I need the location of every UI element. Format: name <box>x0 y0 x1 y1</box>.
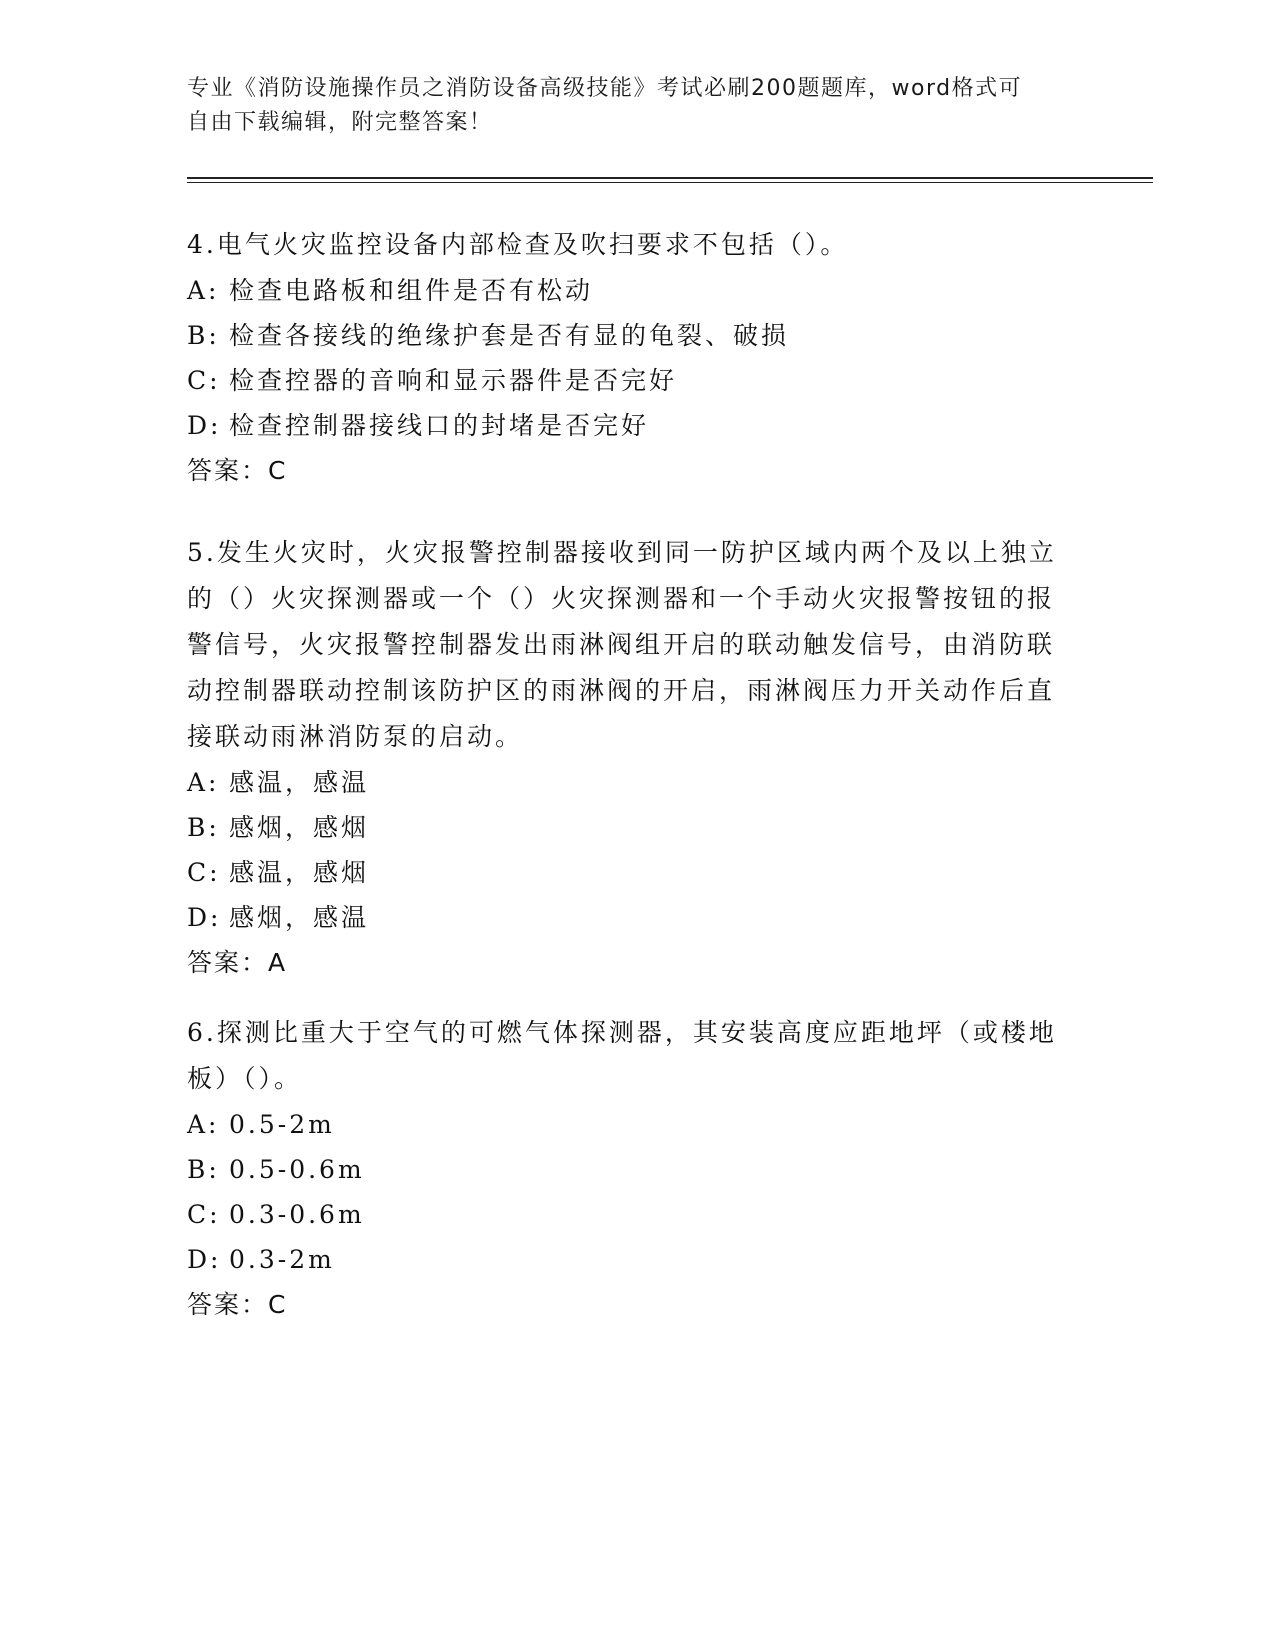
option-letter: B: <box>187 813 220 842</box>
question-5 <box>187 530 1057 986</box>
option-text: 检查电路板和组件是否有松动 <box>229 276 594 305</box>
option-text: 感温，感烟 <box>229 858 370 887</box>
question-stem: 4.电气火灾监控设备内部检查及吹扫要求不包括（）。 <box>187 230 849 259</box>
question-6 <box>187 1010 1057 1328</box>
option-letter: D: <box>187 903 222 932</box>
option-letter: D: <box>187 1245 222 1274</box>
option-text: 0.5-0.6m <box>229 1155 365 1184</box>
option-letter: A: <box>187 768 220 797</box>
document-header <box>187 72 1067 140</box>
option-a <box>187 1102 1057 1147</box>
option-text: 感温，感温 <box>229 768 370 797</box>
option-text: 感烟，感烟 <box>229 813 370 842</box>
question-stem: 5.发生火灾时，火灾报警控制器接收到同一防护区域内两个及以上独立的（）火灾探测器或一个（）火灾探测器和一个手动火灾报警按钮的报警信号，火灾报警控制器发出雨淋阀组开启的联动触发信号，由消防联动控制器联动控制该防护区的雨淋阀的开启，雨淋阀压力开关动作后直接联动雨淋消防泵的启动。 <box>187 538 1057 751</box>
answer-label: 答案：A <box>187 948 288 977</box>
option-letter: B: <box>187 1155 220 1184</box>
header-divider-thin <box>187 182 1153 183</box>
answer-label: 答案：C <box>187 1290 288 1319</box>
option-text: 检查各接线的绝缘护套是否有显的龟裂、破损 <box>229 321 790 350</box>
option-b <box>187 1147 1057 1192</box>
option-b <box>187 805 1057 850</box>
header-line-2: 自由下载编辑，附完整答案！ <box>187 110 493 135</box>
option-d <box>187 1237 1057 1282</box>
option-letter: C: <box>187 858 221 887</box>
option-c <box>187 358 1057 403</box>
option-d <box>187 403 1057 448</box>
option-text: 检查控器的音响和显示器件是否完好 <box>229 366 678 395</box>
option-letter: C: <box>187 1200 221 1229</box>
option-text: 检查控制器接线口的封堵是否完好 <box>229 411 650 440</box>
option-text: 0.3-0.6m <box>229 1200 365 1229</box>
option-letter: C: <box>187 366 221 395</box>
question-4 <box>187 222 1057 494</box>
option-c <box>187 850 1057 895</box>
option-letter: B: <box>187 321 220 350</box>
option-letter: D: <box>187 411 222 440</box>
header-line-1: 专业《消防设施操作员之消防设备高级技能》考试必刷200题题库，word格式可 <box>187 76 1023 101</box>
option-letter: A: <box>187 1110 220 1139</box>
option-text: 感烟，感温 <box>229 903 370 932</box>
answer-label: 答案：C <box>187 456 288 485</box>
option-b <box>187 313 1057 358</box>
option-text: 0.5-2m <box>229 1110 335 1139</box>
option-c <box>187 1192 1057 1237</box>
question-stem: 6.探测比重大于空气的可燃气体探测器，其安装高度应距地坪（或楼地板）（）。 <box>187 1018 1057 1093</box>
header-divider-thick <box>187 177 1153 179</box>
option-text: 0.3-2m <box>229 1245 335 1274</box>
option-a <box>187 760 1057 805</box>
option-d <box>187 895 1057 940</box>
option-letter: A: <box>187 276 220 305</box>
option-a <box>187 268 1057 313</box>
